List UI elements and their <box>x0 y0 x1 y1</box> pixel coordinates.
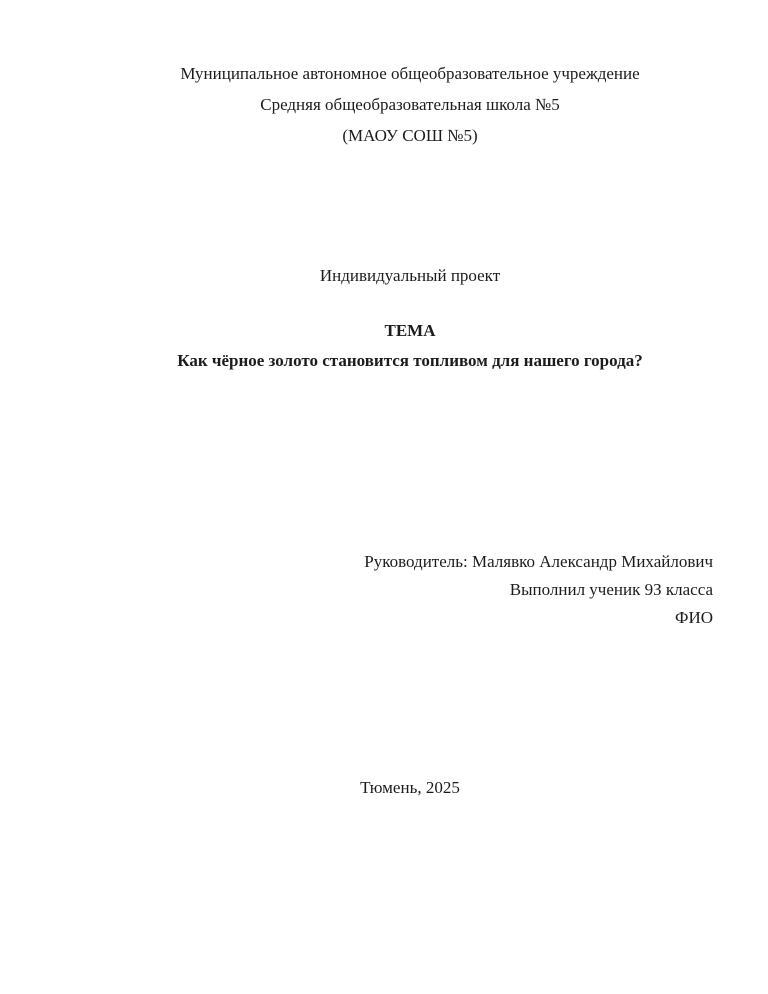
theme-section <box>107 316 713 376</box>
school-abbreviation-line: (МАОУ СОШ №5) <box>342 126 478 145</box>
theme-label: ТЕМА <box>384 321 436 340</box>
city-year-line: Тюмень, 2025 <box>360 778 460 797</box>
supervisor-line: Руководитель: Малявко Александр Михайлович <box>364 552 713 571</box>
org-name-line: Муниципальное автономное общеобразовательное учреждение <box>180 64 640 83</box>
credits-section <box>107 548 713 632</box>
author-line: Выполнил ученик 9З класса <box>509 580 713 599</box>
project-theme-title: Как чёрное золото становится топливом для нашего города? <box>177 351 643 370</box>
project-type-label: Индивидуальный проект <box>319 266 501 285</box>
school-name-line: Средняя общеобразовательная школа №5 <box>260 95 560 114</box>
organization-header <box>107 58 713 151</box>
author-name-placeholder: ФИО <box>675 608 713 627</box>
